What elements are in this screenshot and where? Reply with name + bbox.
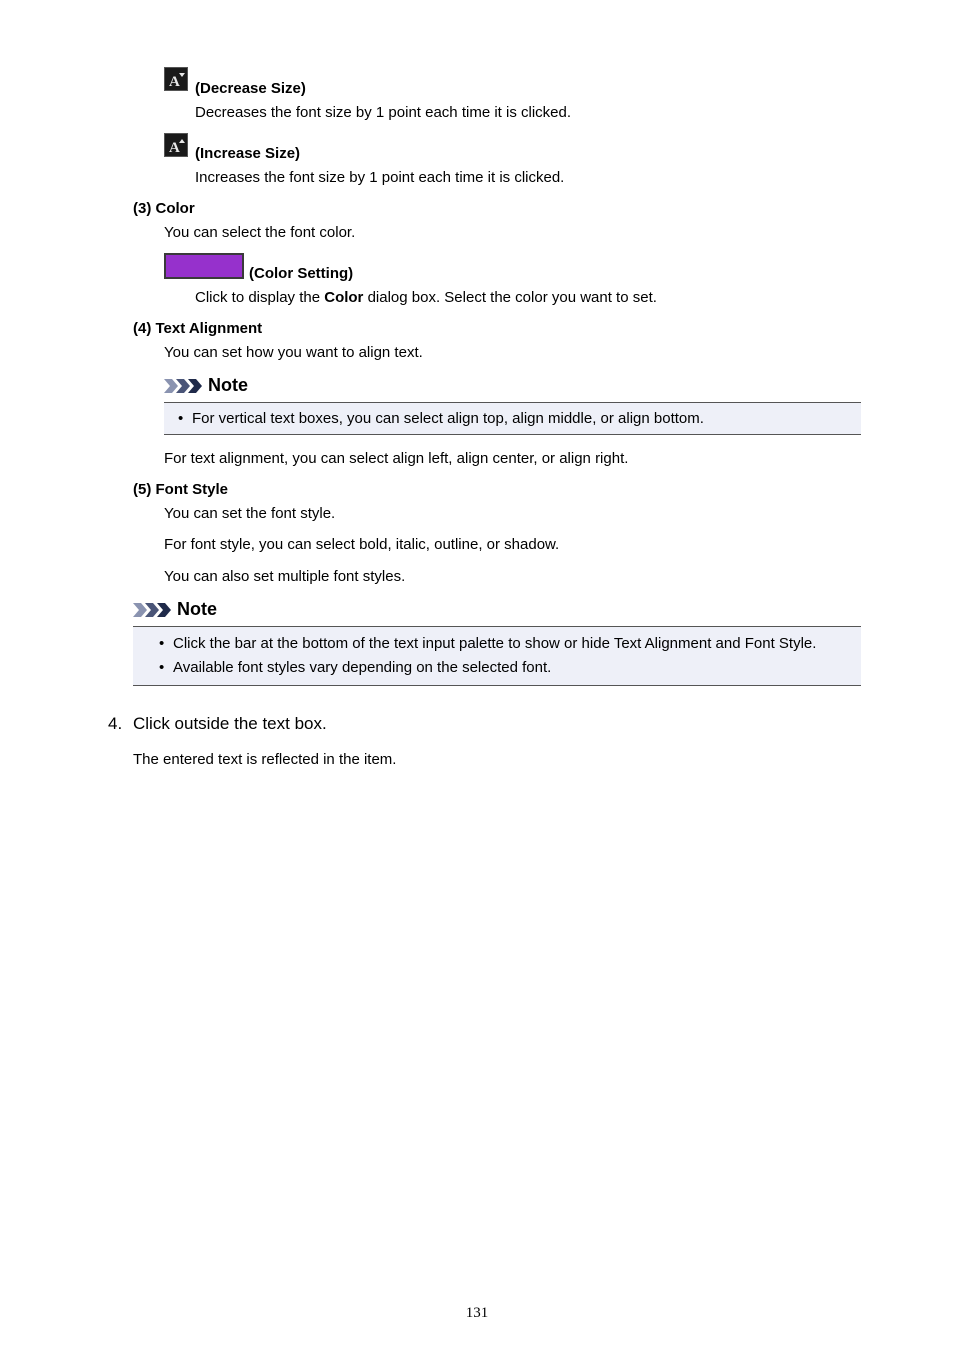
note-chevrons-icon [133, 601, 173, 619]
general-note-header [133, 599, 217, 620]
general-note-box [133, 626, 861, 686]
font-style-desc3: You can also set multiple font styles. [164, 568, 406, 585]
alignment-heading: (4) Text Alignment [133, 320, 263, 337]
font-style-heading: (5) Font Style [133, 481, 229, 498]
decrease-font-size-icon [164, 67, 188, 91]
svg-text:A: A [169, 140, 180, 156]
color-setting-desc: Click to display the Color dialog box. Select the color you want to set. [195, 289, 657, 306]
color-desc: You can select the font color. [164, 224, 356, 241]
step-text: Click outside the text box. [133, 714, 327, 733]
page-number: 131 [465, 1305, 489, 1321]
note-label: Note [208, 375, 248, 395]
step-result: The entered text is reflected in the item. [133, 751, 397, 768]
increase-size-desc: Increases the font size by 1 point each time it is clicked. [195, 169, 565, 186]
increase-font-size-icon [164, 133, 188, 157]
font-style-desc2: For font style, you can select bold, italic, outline, or shadow. [164, 536, 560, 553]
step-number: 4. [108, 714, 123, 733]
alignment-note-header [164, 375, 248, 396]
svg-text:A: A [169, 74, 180, 90]
alignment-desc: You can set how you want to align text. [164, 344, 423, 361]
alignment-after-note: For text alignment, you can select align left, align center, or align right. [164, 450, 629, 467]
decrease-size-title: (Decrease Size) [195, 80, 306, 97]
note-label: Note [177, 599, 217, 619]
color-setting-title: (Color Setting) [249, 265, 354, 282]
decrease-size-desc: Decreases the font size by 1 point each time it is clicked. [195, 104, 572, 121]
font-style-desc1: You can set the font style. [164, 505, 336, 522]
alignment-note-box [164, 402, 861, 435]
color-heading: (3) Color [133, 200, 195, 217]
increase-size-title: (Increase Size) [195, 145, 301, 162]
note-item: • Click the bar at the bottom of the text input palette to show or hide Text Alignment and Font Style. [159, 635, 817, 652]
color-setting-swatch [164, 253, 244, 279]
note-chevrons-icon [164, 377, 204, 395]
note-item: • For vertical text boxes, you can select align top, align middle, or align bottom. [178, 410, 704, 427]
note-item: • Available font styles vary depending on the selected font. [159, 659, 552, 676]
